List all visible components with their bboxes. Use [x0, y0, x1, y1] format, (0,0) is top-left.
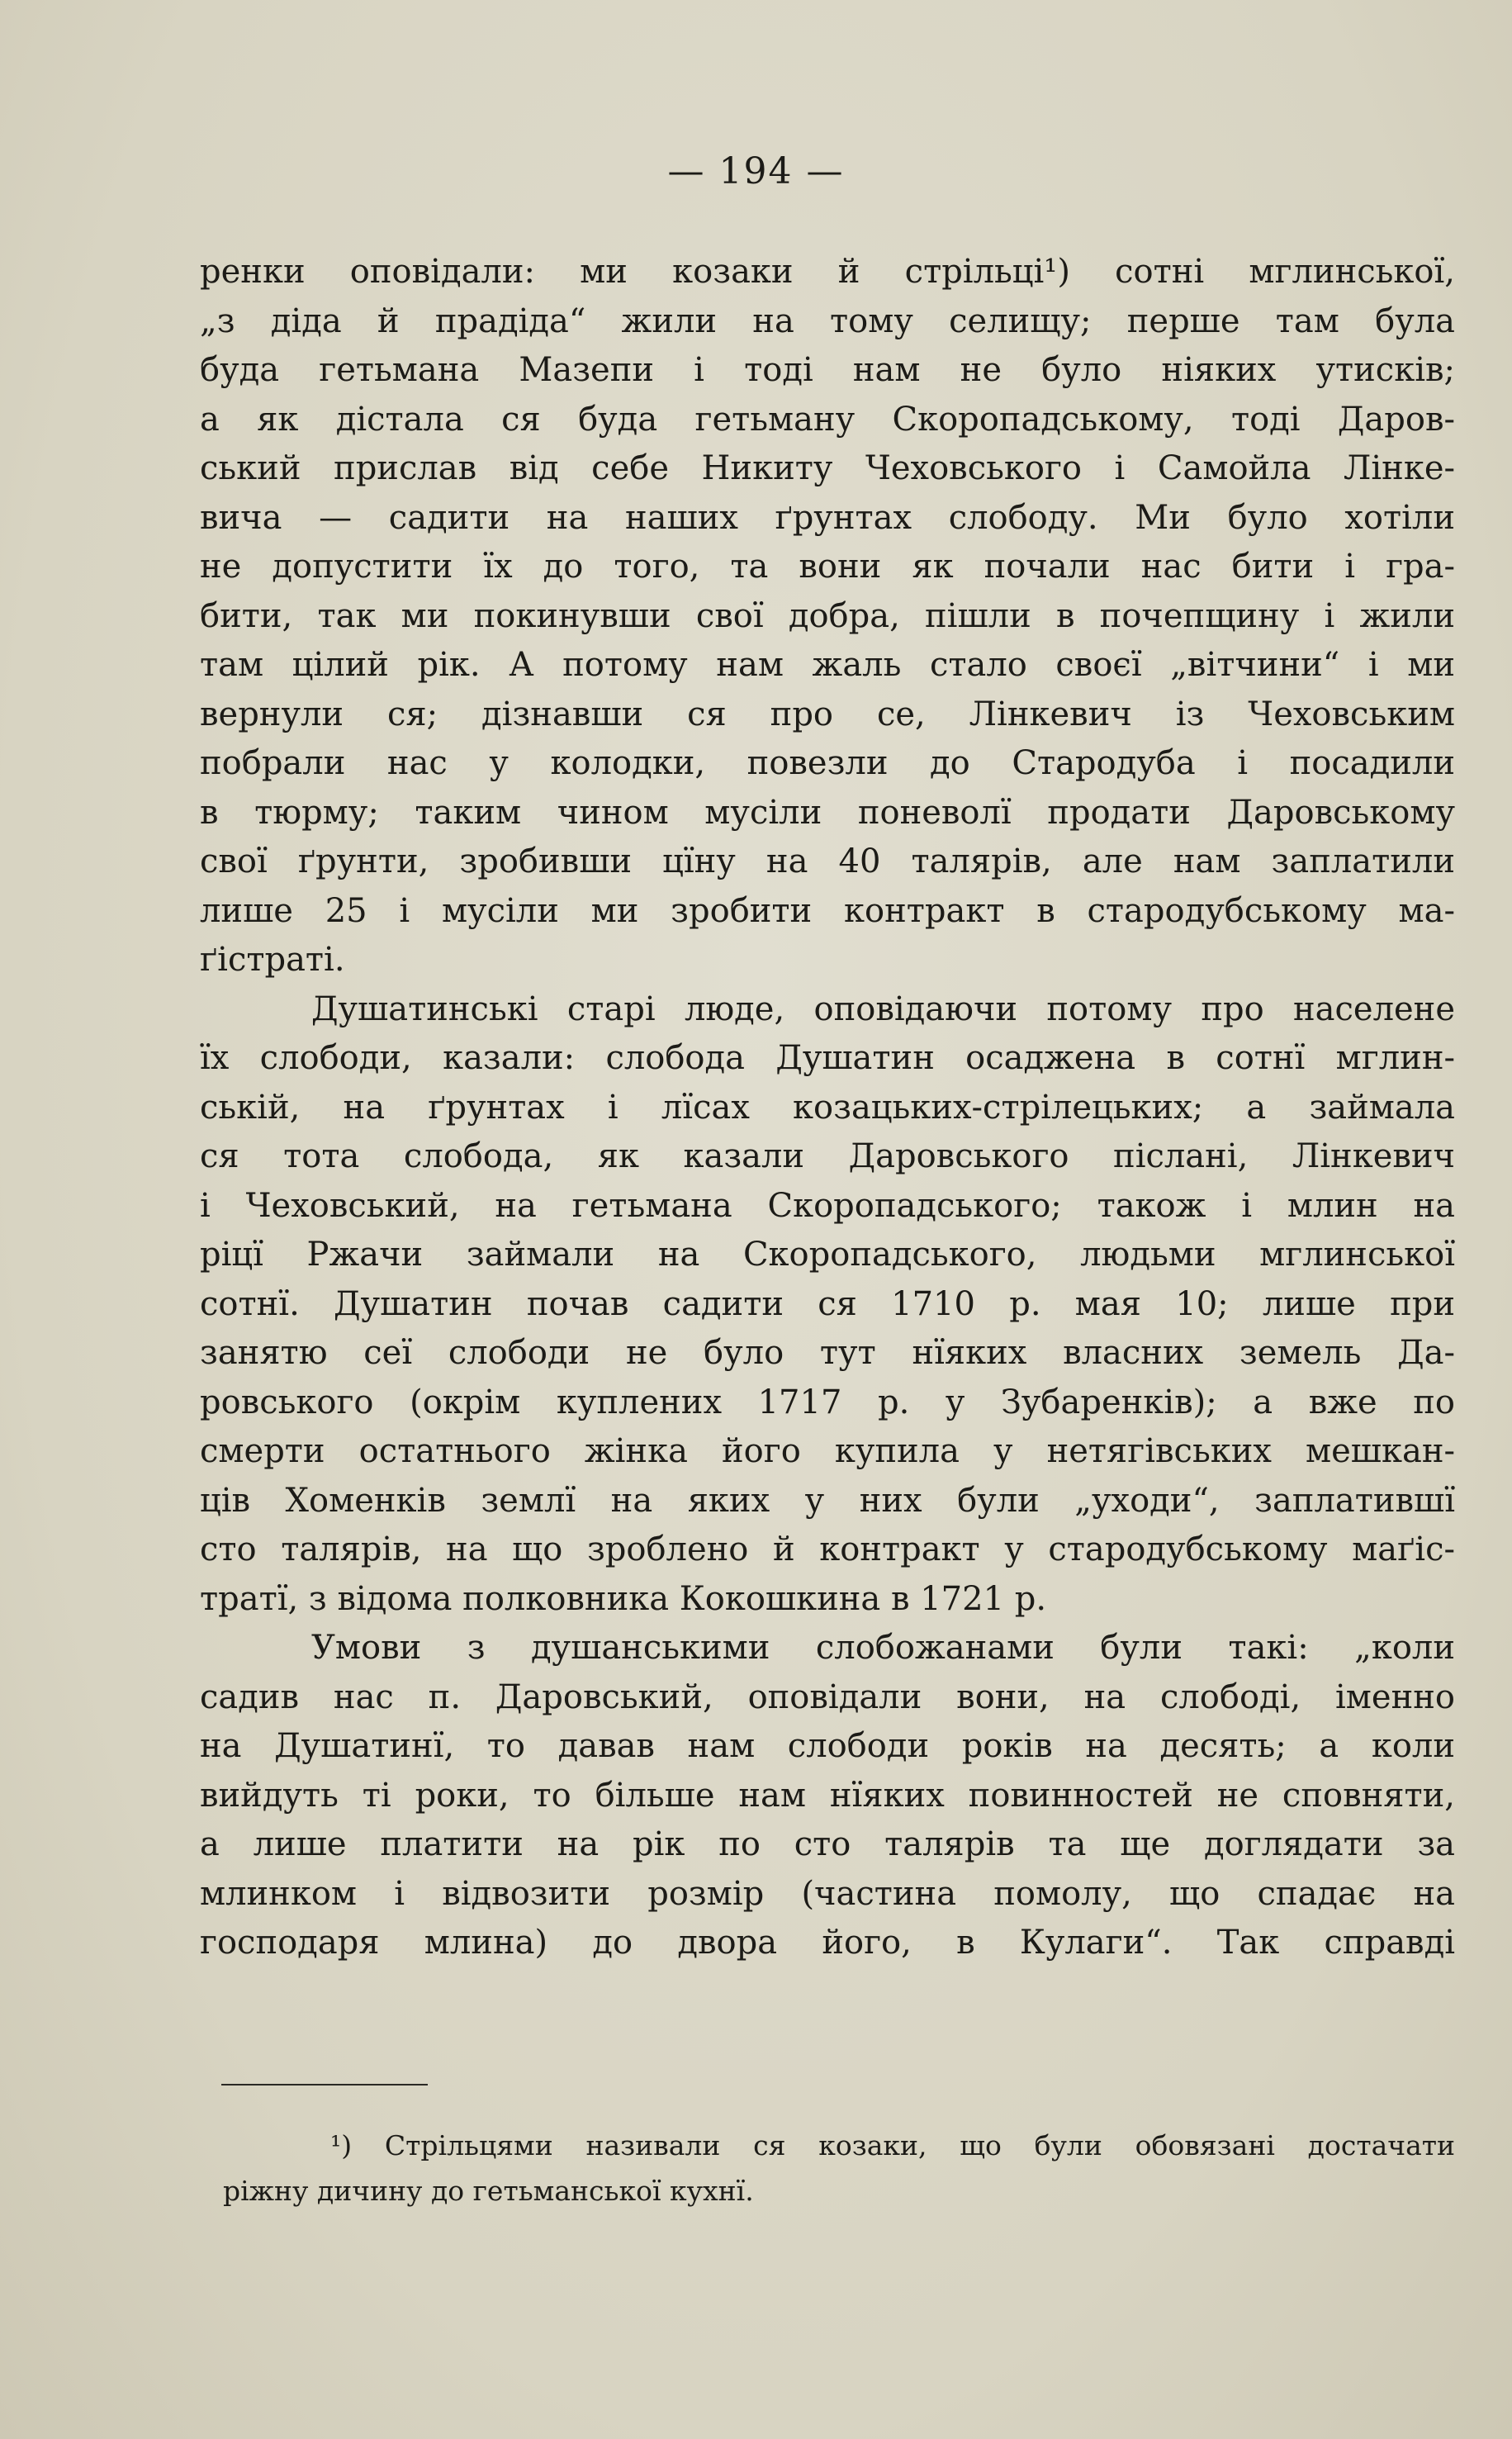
text-line: а лише платити на рік по сто талярів та ще доглядати за: [200, 1825, 1455, 1863]
text-line: а як дістала ся буда гетьману Скоропадському, тоді Даров-: [200, 400, 1455, 439]
text-line: сто талярів, на що зроблено й контракт у стародубському маґіс-: [200, 1530, 1455, 1568]
page-number: — 194 —: [667, 150, 845, 192]
text-line: ґістраті.: [200, 941, 345, 979]
text-line: ській, на ґрунтах і лїсах козацьких-стрілецьких; а займала: [200, 1088, 1455, 1127]
text-line: смерти остатнього жінка його купила у нетягівських мешкан-: [200, 1432, 1455, 1470]
text-line: занятю сеї слободи не було тут нїяких власних земель Да-: [200, 1334, 1455, 1372]
paragraph-start-line: Умови з душанськими слобожанами були такі: „коли: [311, 1629, 1455, 1667]
text-line: побрали нас у колодки, повезли до Стародуба і посадили: [200, 744, 1455, 782]
text-line: бити, так ми покинувши свої добра, пішли в почепщину і жили: [200, 596, 1455, 635]
text-line: свої ґрунти, зробивши цїну на 40 талярів, але нам заплатили: [200, 842, 1455, 880]
text-line: ців Хоменків землї на яких у них були „уходи“, заплатившї: [200, 1481, 1455, 1520]
text-line: вийдуть ті роки, то більше нам нїяких повинностей не сповняти,: [200, 1776, 1455, 1815]
text-line: садив нас п. Даровський, оповідали вони, на слободі, іменно: [200, 1677, 1455, 1716]
text-line: і Чеховський, на гетьмана Скоропадського; також і млин на: [200, 1186, 1455, 1225]
text-line: ренки оповідали: ми козаки й стрільці¹) сотні мглинської,: [200, 253, 1455, 291]
text-line: ріцї Ржачи займали на Скоропадського, людьми мглинської: [200, 1236, 1455, 1274]
text-line: на Душатинї, то давав нам слободи років на десять; а коли: [200, 1727, 1455, 1765]
text-line: сотнї. Душатин почав садити ся 1710 р. мая 10; лише при: [200, 1284, 1455, 1323]
text-line: тратї, з відома полковника Кокошкина в 1721 р.: [200, 1579, 1047, 1618]
text-line: буда гетьмана Мазепи і тоді нам не було ніяких утисків;: [200, 351, 1455, 389]
text-line: ровського (окрім куплених 1717 р. у Зубаренків); а вже по: [200, 1383, 1455, 1421]
text-line: вернули ся; дізнавши ся про се, Лінкевич із Чеховським: [200, 695, 1455, 733]
text-line: „з діда й прадіда“ жили на тому селищу; перше там була: [200, 301, 1455, 340]
text-line: млинком і відвозити розмір (частина помолу, що спадає на: [200, 1874, 1455, 1913]
footnote-divider: [221, 2084, 428, 2085]
text-line: їх слободи, казали: слобода Душатин осаджена в сотнї мглин-: [200, 1039, 1455, 1077]
footnote-line: ¹) Стрільцями називали ся козаки, що були обовязані достачати: [330, 2129, 1455, 2161]
footnote-line: ріжну дичину до гетьманської кухнї.: [223, 2175, 754, 2207]
body-text: [200, 248, 1455, 1968]
text-line: господаря млина) до двора його, в Кулаги“. Так справді: [200, 1924, 1455, 1962]
text-line: ський прислав від себе Никиту Чеховського і Самойла Лінке-: [200, 449, 1455, 487]
text-line: лише 25 і мусіли ми зробити контракт в стародубському ма-: [200, 891, 1455, 930]
paragraph-start-line: Душатинські старі люде, оповідаючи потому про населене: [311, 989, 1455, 1028]
text-line: вича — садити на наших ґрунтах слободу. Ми було хотіли: [200, 498, 1455, 537]
text-line: в тюрму; таким чином мусіли поневолї продати Даровському: [200, 793, 1455, 832]
text-line: не допустити їх до того, та вони як почали нас бити і гра-: [200, 548, 1455, 586]
text-line: ся тота слобода, як казали Даровського післані, Лінкевич: [200, 1137, 1455, 1175]
text-line: там цілий рік. А потому нам жаль стало своєї „вітчини“ і ми: [200, 646, 1455, 684]
footnote: [223, 2123, 1455, 2214]
